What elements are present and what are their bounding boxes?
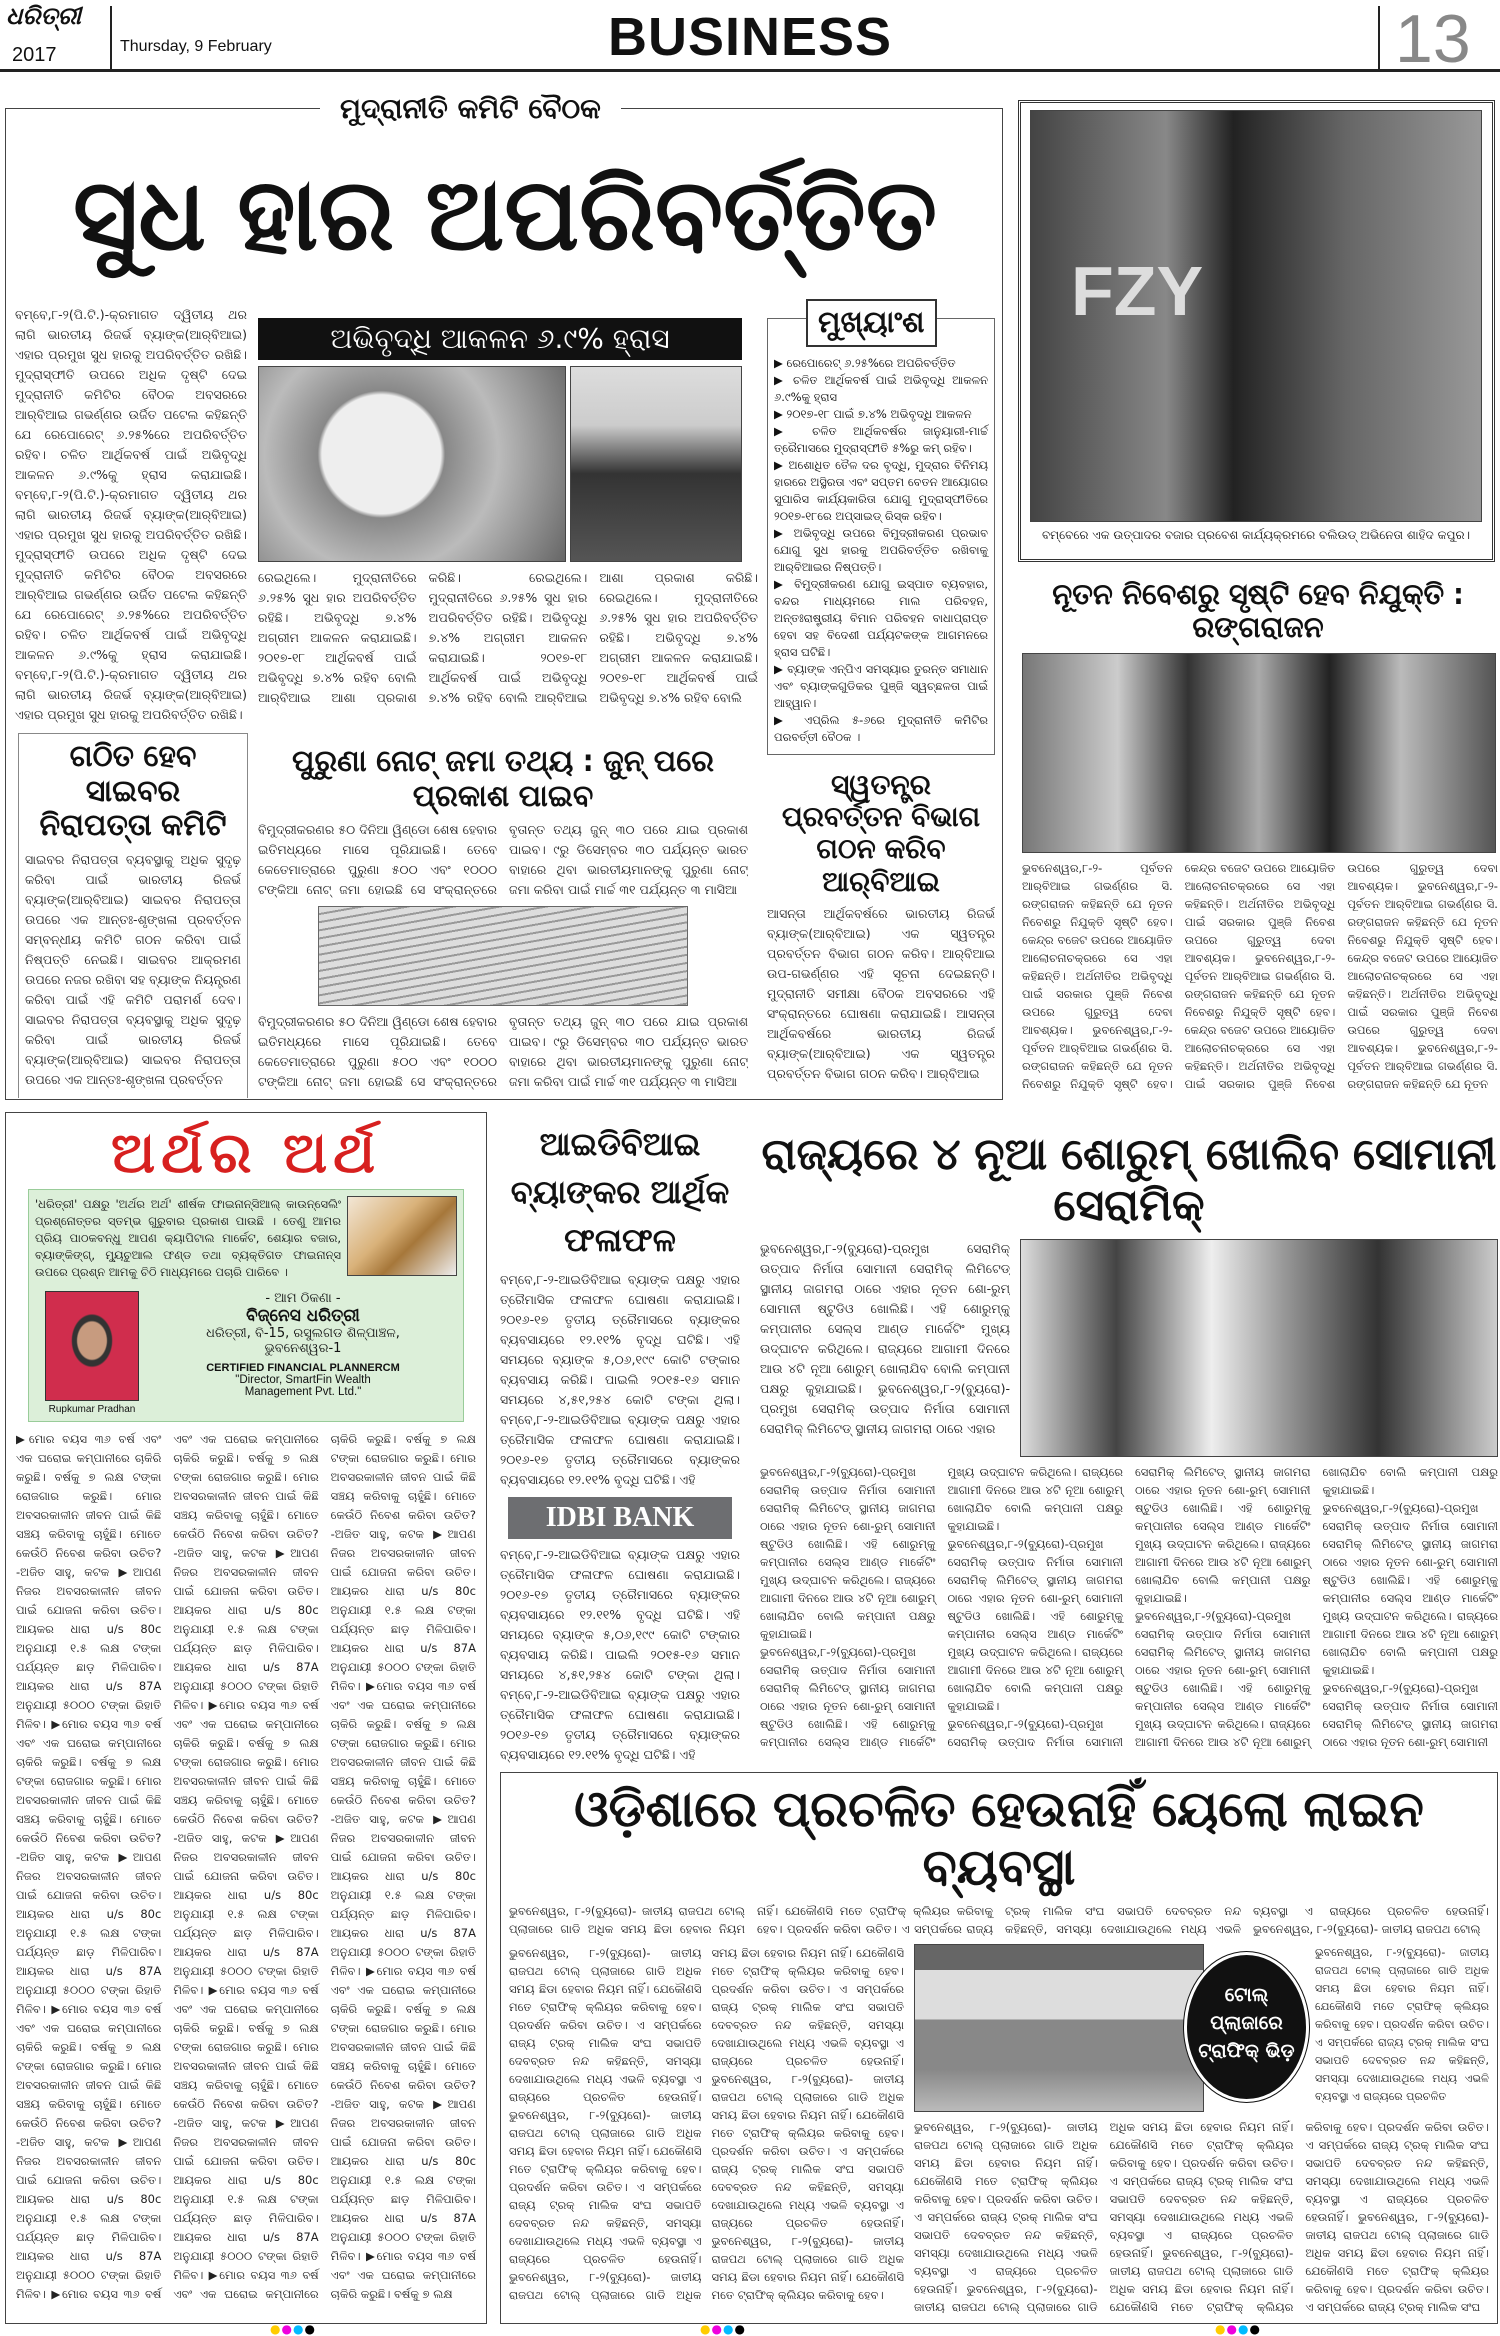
rangarajan-headline: ନୂତନ ନିବେଶରୁ ସୃଷ୍ଟି ହେବ ନିଯୁକ୍ତି : ରଙ୍ଗରାଜନ: [1052, 577, 1464, 645]
divider: [110, 6, 112, 70]
address-line2: ଭୁବନେଶ୍ୱର-1: [264, 1341, 342, 1356]
enforcement-body: ଆସନ୍ତା ଆର୍ଥିକବର୍ଷରେ ଭାରତୀୟ ରିଜର୍ଭ ବ୍ୟାଙ୍କ(ଆର୍‌ବିଆଇ) ଏକ ସ୍ୱତନ୍ତ୍ର ପ୍ରବର୍ତ୍ତନ ବିଭାଗ ଗଠନ କରିବ। ଆର୍‌ବିଆଇ ଉପ-ଗଭର୍ଣ୍ଣର ଏହି ସୂଚନା ଦେଇଛନ୍ତି। ମୁଦ୍ରାନୀତି ସମୀକ୍ଷା ବୈଠକ ଅବସରରେ ଏହି ସଂକ୍ରାନ୍ତରେ ଘୋଷଣା କରାଯାଇଛି। ଆସନ୍ତା ଆର୍ଥିକବର୍ଷରେ ଭାରତୀୟ ରିଜର୍ଭ ବ୍ୟାଙ୍କ(ଆର୍‌ବିଆଇ) ଏକ ସ୍ୱତନ୍ତ୍ର ପ୍ରବର୍ତ୍ତନ ବିଭାଗ ଗଠନ କରିବ। ଆର୍‌ବିଆଇ: [767, 905, 995, 1081]
color-dots: ●●●●: [700, 2322, 746, 2336]
old-notes-story: [258, 745, 748, 1098]
artha-contact-row: [35, 1291, 457, 1415]
yellow-line-right: [914, 1944, 1489, 2315]
credential: CERTIFIED FINANCIAL PLANNERCM: [206, 1362, 400, 1374]
yellow-line-body-right: ଭୁବନେଶ୍ୱର, ୮-୨(ବ୍ୟୁରୋ)- ଜାତୀୟ ରାଜପଥ ଟୋଲ୍ ପ୍ଲାଜାରେ ଗାଡି ଅଧିକ ସମୟ ଛିଡା ହେବାର ନିୟମ ନାହିଁ। ଯେକୌଣସି ମତେ ଟ୍ରାଫିକ୍ କ୍ଲିୟର କରିବାକୁ ହେବ। ପ୍ରଦର୍ଶନ କରିବା ଉଚିତ। ଏ ସମ୍ପର୍କରେ ରାଜ୍ୟ ଟ୍ରକ୍ ମାଲିକ ସଂଘ ସଭାପତି ଦେବବ୍ରତ ନନ୍ଦ କହିଛନ୍ତି, ସମସ୍ୟା ଦେଖାଯାଉଥିଲେ ମଧ୍ୟ ଏଭଳି ବ୍ୟବସ୍ଥା ଏ ରାଜ୍ୟରେ ପ୍ରଚଳିତ: [1315, 1946, 1489, 2103]
artha-info-box: [28, 1189, 464, 1422]
artha-column: [5, 1112, 487, 2324]
yellow-line-body-left: ଭୁବନେଶ୍ୱର, ୮-୨(ବ୍ୟୁରୋ)- ଜାତୀୟ ରାଜପଥ ଟୋଲ୍ ପ୍ଲାଜାରେ ଗାଡି ଅଧିକ ସମୟ ଛିଡା ହେବାର ନିୟମ ନାହିଁ। ଯେକୌଣସି ମତେ ଟ୍ରାଫିକ୍ କ୍ଲିୟର କରିବାକୁ ହେବ। ପ୍ରଦର୍ଶନ କରିବା ଉଚିତ। ଏ ସମ୍ପର୍କରେ ରାଜ୍ୟ ଟ୍ରକ୍ ମାଲିକ ସଂଘ ସଭାପତି ଦେବବ୍ରତ ନନ୍ଦ କହିଛନ୍ତି, ସମସ୍ୟା ଦେଖାଯାଉଥିଲେ ମଧ୍ୟ ଏଭଳି ବ୍ୟବସ୍ଥା ଏ ରାଜ୍ୟରେ ପ୍ରଚଳିତ ହେଉନାହିଁ। ଭୁବନେଶ୍ୱର, ୮-୨(ବ୍ୟୁରୋ)- ଜାତୀୟ ରାଜପଥ ଟୋଲ୍ ପ୍ଲାଜାରେ ଗାଡି ଅଧିକ ସମୟ ଛିଡା ହେବାର ନିୟମ ନାହିଁ। ଯେକୌଣସି ମତେ ଟ୍ରାଫିକ୍ କ୍ଲିୟର କରିବାକୁ ହେବ। ପ୍ରଦର୍ଶନ କରିବା ଉଚିତ। ଏ ସମ୍ପର୍କରେ ରାଜ୍ୟ ଟ୍ରକ୍ ମାଲିକ ସଂଘ ସଭାପତି ଦେବବ୍ରତ ନନ୍ଦ କହିଛନ୍ତି, ସମସ୍ୟା ଦେଖାଯାଉଥିଲେ ମଧ୍ୟ ଏଭଳି ବ୍ୟବସ୍ଥା ଏ ରାଜ୍ୟରେ ପ୍ରଚଳିତ ହେଉନାହିଁ। ଭୁବନେଶ୍ୱର, ୮-୨(ବ୍ୟୁରୋ)- ଜାତୀୟ ରାଜପଥ ଟୋଲ୍ ପ୍ଲାଜାରେ ଗାଡି ଅଧିକ ସମୟ ଛିଡା ହେବାର ନିୟମ ନାହିଁ। ଯେକୌଣସି ମତେ ଟ୍ରାଫିକ୍ କ୍ଲିୟର କରିବାକୁ ହେବ। ପ୍ରଦର୍ଶନ କରିବା ଉଚିତ। ଏ ସମ୍ପର୍କରେ ରାଜ୍ୟ ଟ୍ରକ୍ ମାଲିକ ସଂଘ ସଭାପତି ଦେବବ୍ରତ ନନ୍ଦ କହିଛନ୍ତି, ସମସ୍ୟା ଦେଖାଯାଉଥିଲେ ମଧ୍ୟ ଏଭଳି ବ୍ୟବସ୍ଥା ଏ ରାଜ୍ୟରେ ପ୍ରଚଳିତ ହେଉନାହିଁ। ଭୁବନେଶ୍ୱର, ୮-୨(ବ୍ୟୁରୋ)- ଜାତୀୟ ରାଜପଥ ଟୋଲ୍ ପ୍ଲାଜାରେ ଗାଡି ଅଧିକ ସମୟ ଛିଡା ହେବାର ନିୟମ ନାହିଁ। ଯେକୌଣସି ମତେ ଟ୍ରାଫିକ୍ କ୍ଲିୟର କରିବାକୁ ହେବ। ପ୍ରଦର୍ଶନ କରିବା ଉଚିତ। ଏ ସମ୍ପର୍କରେ ରାଜ୍ୟ ଟ୍ରକ୍ ମାଲିକ ସଂଘ ସଭାପତି ଦେବବ୍ରତ ନନ୍ଦ କହିଛନ୍ତି, ସମସ୍ୟା ଦେଖାଯାଉଥିଲେ ମଧ୍ୟ ଏଭଳି ବ୍ୟବସ୍ଥା ଏ ରାଜ୍ୟରେ ପ୍ରଚଳିତ ହେଉନାହିଁ। ଭୁବନେଶ୍ୱର, ୮-୨(ବ୍ୟୁରୋ)- ଜାତୀୟ ରାଜପଥ ଟୋଲ୍ ପ୍ଲାଜାରେ ଗାଡି ଅଧିକ ସମୟ ଛିଡା ହେବାର ନିୟମ ନାହିଁ। ଯେକୌଣସି ମତେ ଟ୍ରାଫିକ୍ କ୍ଲିୟର କରିବାକୁ ହେବ।: [509, 1946, 904, 2302]
yellow-line-main: [509, 1944, 1489, 2315]
old-notes-body: ବିମୁଦ୍ରୀକରଣର ୫୦ ଦିନିଆ ୱିଣ୍ଡୋ ଶେଷ ହେବାର ଇତିମଧ୍ୟରେ ମାସେ ପୂରିଯାଇଛି। ତେବେ କେତେମାତ୍ରାରେ ପୁରୁଣା ୫୦୦ ଏବଂ ୧୦୦୦ ଟଙ୍କିଆ ନୋଟ୍ ଜମା ହୋଇଛି ସେ ସଂକ୍ରାନ୍ତରେ ବୃତାନ୍ତ ତଥ୍ୟ ଜୁନ୍ ୩୦ ପରେ ଯାଇ ପ୍ରକାଶ ପାଇବ। ୯ରୁ ଡିସେମ୍ବର ୩୦ ପର୍ଯ୍ୟନ୍ତ ଭାରତ ବାହାରେ ଥିବା ଭାରତୀୟମାନଙ୍କୁ ପୁରୁଣା ନୋଟ୍ ଜମା କରିବା ପାଇଁ ମାର୍ଚ୍ଚ ୩୧ ପର୍ଯ୍ୟନ୍ତ ୩ ମାସିଆ: [258, 822, 748, 897]
lead-body: ବମ୍ବେ,୮-୨(ପି.ଟି.)-କ୍ରମାଗତ ଦ୍ୱିତୀୟ ଥର ଲାଗି ଭାରତୀୟ ରିଜର୍ଭ ବ୍ୟାଙ୍କ(ଆର୍‌ବିଆଇ) ଏହାର ପ୍ରମୁଖ ସୁଧ ହାରକୁ ଅପରିବର୍ତ୍ତିତ ରଖିଛି। ମୁଦ୍ରାସ୍ଫୀତି ଉପରେ ଅଧିକ ଦୃଷ୍ଟି ଦେଇ ମୁଦ୍ରାନୀତି କମିଟିର ବୈଠକ ଅବସରରେ ଆର୍‌ବିଆଇ ଗଭର୍ଣ୍ଣର ଉର୍ଜିତ ପଟେଲ କହିଛନ୍ତି ଯେ ରେପୋରେଟ୍ ୬.୨୫%ରେ ଅପରିବର୍ତ୍ତିତ ରହିବ। ଚଳିତ ଆର୍ଥିକବର୍ଷ ପାଇଁ ଅଭିବୃଦ୍ଧି ଆକଳନ ୬.୯%କୁ ହ୍ରାସ କରାଯାଇଛି। ବମ୍ବେ,୮-୨(ପି.ଟି.)-କ୍ରମାଗତ ଦ୍ୱିତୀୟ ଥର ଲାଗି ଭାରତୀୟ ରିଜର୍ଭ ବ୍ୟାଙ୍କ(ଆର୍‌ବିଆଇ) ଏହାର ପ୍ରମୁଖ ସୁଧ ହାରକୁ ଅପରିବର୍ତ୍ତିତ ରଖିଛି। ମୁଦ୍ରାସ୍ଫୀତି ଉପରେ ଅଧିକ ଦୃଷ୍ଟି ଦେଇ ମୁଦ୍ରାନୀତି କମିଟିର ବୈଠକ ଅବସରରେ ଆର୍‌ବିଆଇ ଗଭର୍ଣ୍ଣର ଉର୍ଜିତ ପଟେଲ କହିଛନ୍ତି ଯେ ରେପୋରେଟ୍ ୬.୨୫%ରେ ଅପରିବର୍ତ୍ତିତ ରହିବ। ଚଳିତ ଆର୍ଥିକବର୍ଷ ପାଇଁ ଅଭିବୃଦ୍ଧି ଆକଳନ ୬.୯%କୁ ହ୍ରାସ କରାଯାଇଛି। ବମ୍ବେ,୮-୨(ପି.ଟି.)-କ୍ରମାଗତ ଦ୍ୱିତୀୟ ଥର ଲାଗି ଭାରତୀୟ ରିଜର୍ଭ ବ୍ୟାଙ୍କ(ଆର୍‌ବିଆଇ) ଏହାର ପ୍ରମୁଖ ସୁଧ ହାରକୁ ଅପରିବର୍ତ୍ତିତ ରଖିଛି।: [15, 307, 247, 722]
somani-body-continued: ଭୁବନେଶ୍ୱର,୮-୨(ବ୍ୟୁରୋ)-ପ୍ରମୁଖ ସେରାମିକ୍ ଉତ୍ପାଦ ନିର୍ମାତା ସୋମାନୀ ସେରାମିକ୍ ଲିମିଟେଡ୍ ସ୍ଥାନୀୟ ଜାଗମରା ଠାରେ ଏହାର ନୂତନ ଶୋ-ରୁମ୍ ସୋମାନୀ ଷ୍ଟୁଡିଓ ଖୋଲିଛି। ଏହି ଶୋରୁମ୍‌କୁ କମ୍ପାନୀର ସେଲ୍ସ ଆଣ୍ଡ ମାର୍କେଟିଂ ମୁଖ୍ୟ ଉଦ୍‌ଘାଟନ କରିଥିଲେ। ରାଜ୍ୟରେ ଆଗାମୀ ଦିନରେ ଆଉ ୪ଟି ନୂଆ ଶୋରୁମ୍ ଖୋଲାଯିବ ବୋଲି କମ୍ପାନୀ ପକ୍ଷରୁ କୁହାଯାଇଛି। ଭୁବନେଶ୍ୱର,୮-୨(ବ୍ୟୁରୋ)-ପ୍ରମୁଖ ସେରାମିକ୍ ଉତ୍ପାଦ ନିର୍ମାତା ସୋମାନୀ ସେରାମିକ୍ ଲିମିଟେଡ୍ ସ୍ଥାନୀୟ ଜାଗମରା ଠାରେ ଏହାର ନୂତନ ଶୋ-ରୁମ୍ ସୋମାନୀ ଷ୍ଟୁଡିଓ ଖୋଲିଛି। ଏହି ଶୋରୁମ୍‌କୁ କମ୍ପାନୀର ସେଲ୍ସ ଆଣ୍ଡ ମାର୍କେଟିଂ ମୁଖ୍ୟ ଉଦ୍‌ଘାଟନ କରିଥିଲେ। ରାଜ୍ୟରେ ଆଗାମୀ ଦିନରେ ଆଉ ୪ଟି ନୂଆ ଶୋରୁମ୍ ଖୋଲାଯିବ ବୋଲି କମ୍ପାନୀ ପକ୍ଷରୁ କୁହାଯାଇଛି। ଭୁବନେଶ୍ୱର,୮-୨(ବ୍ୟୁରୋ)-ପ୍ରମୁଖ ସେରାମିକ୍ ଉତ୍ପାଦ ନିର୍ମାତା ସୋମାନୀ ସେରାମିକ୍ ଲିମିଟେଡ୍ ସ୍ଥାନୀୟ ଜାଗମରା ଠାରେ ଏହାର ନୂତନ ଶୋ-ରୁମ୍ ସୋମାନୀ ଷ୍ଟୁଡିଓ ଖୋଲିଛି। ଏହି ଶୋରୁମ୍‌କୁ କମ୍ପାନୀର ସେଲ୍ସ ଆଣ୍ଡ ମାର୍କେଟିଂ ମୁଖ୍ୟ ଉଦ୍‌ଘାଟନ କରିଥିଲେ। ରାଜ୍ୟରେ ଆଗାମୀ ଦିନରେ ଆଉ ୪ଟି ନୂଆ ଶୋରୁମ୍ ଖୋଲାଯିବ ବୋଲି କମ୍ପାନୀ ପକ୍ଷରୁ କୁହାଯାଇଛି। ଭୁବନେଶ୍ୱର,୮-୨(ବ୍ୟୁରୋ)-ପ୍ରମୁଖ ସେରାମିକ୍ ଉତ୍ପାଦ ନିର୍ମାତା ସୋମାନୀ ସେରାମିକ୍ ଲିମିଟେଡ୍ ସ୍ଥାନୀୟ ଜାଗମରା ଠାରେ ଏହାର ନୂତନ ଶୋ-ରୁମ୍ ସୋମାନୀ ଷ୍ଟୁଡିଓ ଖୋଲିଛି। ଏହି ଶୋରୁମ୍‌କୁ କମ୍ପାନୀର ସେଲ୍ସ ଆଣ୍ଡ ମାର୍କେଟିଂ ମୁଖ୍ୟ ଉଦ୍‌ଘାଟନ କରିଥିଲେ। ରାଜ୍ୟରେ ଆଗାମୀ ଦିନରେ ଆଉ ୪ଟି ନୂଆ ଶୋରୁମ୍ ଖୋଲାଯିବ ବୋଲି କମ୍ପାନୀ ପକ୍ଷରୁ କୁହାଯାଇଛି। ଭୁବନେଶ୍ୱର,୮-୨(ବ୍ୟୁରୋ)-ପ୍ରମୁଖ ସେରାମିକ୍ ଉତ୍ପାଦ ନିର୍ମାତା ସୋମାନୀ ସେରାମିକ୍ ଲିମିଟେଡ୍ ସ୍ଥାନୀୟ ଜାଗମରା ଠାରେ ଏହାର ନୂତନ ଶୋ-ରୁମ୍ ସୋମାନୀ ଷ୍ଟୁଡିଓ ଖୋଲିଛି। ଏହି ଶୋରୁମ୍‌କୁ କମ୍ପାନୀର ସେଲ୍ସ ଆଣ୍ଡ ମାର୍କେଟିଂ ମୁଖ୍ୟ ଉଦ୍‌ଘାଟନ କରିଥିଲେ। ରାଜ୍ୟରେ ଆଗାମୀ ଦିନରେ ଆଉ ୪ଟି ନୂଆ ଶୋରୁମ୍ ଖୋଲାଯିବ ବୋଲି କମ୍ପାନୀ ପକ୍ଷରୁ କୁହାଯାଇଛି। ଭୁବନେଶ୍ୱର,୮-୨(ବ୍ୟୁରୋ)-ପ୍ରମୁଖ ସେରାମିକ୍ ଉତ୍ପାଦ ନିର୍ମାତା ସୋମାନୀ ସେରାମିକ୍ ଲିମିଟେଡ୍ ସ୍ଥାନୀୟ ଜାଗମରା ଠାରେ ଏହାର ନୂତନ ଶୋ-ରୁମ୍ ସୋମାନୀ ଷ୍ଟୁଡିଓ ଖୋଲିଛି। ଏହି ଶୋରୁମ୍‌କୁ କମ୍ପାନୀର ସେଲ୍ସ ଆଣ୍ଡ ମାର୍କେଟିଂ ମୁଖ୍ୟ ଉଦ୍‌ଘାଟନ କରିଥିଲେ। ରାଜ୍ୟରେ ଆଗାମୀ ଦିନରେ ଆଉ ୪ଟି ନୂଆ ଶୋରୁମ୍ ଖୋଲାଯିବ ବୋଲି କମ୍ପାନୀ ପକ୍ଷରୁ କୁହାଯାଇଛି। ଭୁବନେଶ୍ୱର,୮-୨(ବ୍ୟୁରୋ)-ପ୍ରମୁଖ ସେରାମିକ୍ ଉତ୍ପାଦ ନିର୍ମାତା ସୋମାନୀ ସେରାମିକ୍ ଲିମିଟେଡ୍ ସ୍ଥାନୀୟ ଜାଗମରା ଠାରେ ଏହାର ନୂତନ ଶୋ-ରୁମ୍ ସୋମାନୀ: [760, 1465, 1498, 1750]
artha-title: ଅର୍ଥର ଅର୍ଥ: [110, 1121, 382, 1186]
divider: [1378, 6, 1380, 70]
rangarajan-body: ଭୁବନେଶ୍ୱର,୮-୨- ପୂର୍ବତନ ଆର୍‌ବିଆଇ ଗଭର୍ଣ୍ଣର ସି. ରଙ୍ଗରାଜନ କହିଛନ୍ତି ଯେ ନୂତନ ନିବେଶରୁ ନିଯୁକ୍ତି ସୃଷ୍ଟି ହେବ। କେନ୍ଦ୍ର ବଜେଟ ଉପରେ ଆୟୋଜିତ ଆଲୋଚନାଚକ୍ରରେ ସେ ଏହା କହିଛନ୍ତି। ଅର୍ଥନୀତିର ଅଭିବୃଦ୍ଧି ପାଇଁ ସରକାର ପୁଞ୍ଜି ନିବେଶ ଉପରେ ଗୁରୁତ୍ୱ ଦେବା ଆବଶ୍ୟକ। ଭୁବନେଶ୍ୱର,୮-୨- ପୂର୍ବତନ ଆର୍‌ବିଆଇ ଗଭର୍ଣ୍ଣର ସି. ରଙ୍ଗରାଜନ କହିଛନ୍ତି ଯେ ନୂତନ ନିବେଶରୁ ନିଯୁକ୍ତି ସୃଷ୍ଟି ହେବ। କେନ୍ଦ୍ର ବଜେଟ ଉପରେ ଆୟୋଜିତ ଆଲୋଚନାଚକ୍ରରେ ସେ ଏହା କହିଛନ୍ତି। ଅର୍ଥନୀତିର ଅଭିବୃଦ୍ଧି ପାଇଁ ସରକାର ପୁଞ୍ଜି ନିବେଶ ଉପରେ ଗୁରୁତ୍ୱ ଦେବା ଆବଶ୍ୟକ। ଭୁବନେଶ୍ୱର,୮-୨- ପୂର୍ବତନ ଆର୍‌ବିଆଇ ଗଭର୍ଣ୍ଣର ସି. ରଙ୍ଗରାଜନ କହିଛନ୍ତି ଯେ ନୂତନ ନିବେଶରୁ ନିଯୁକ୍ତି ସୃଷ୍ଟି ହେବ। କେନ୍ଦ୍ର ବଜେଟ ଉପରେ ଆୟୋଜିତ ଆଲୋଚନାଚକ୍ରରେ ସେ ଏହା କହିଛନ୍ତି। ଅର୍ଥନୀତିର ଅଭିବୃଦ୍ଧି ପାଇଁ ସରକାର ପୁଞ୍ଜି ନିବେଶ ଉପରେ ଗୁରୁତ୍ୱ ଦେବା ଆବଶ୍ୟକ। ଭୁବନେଶ୍ୱର,୮-୨- ପୂର୍ବତନ ଆର୍‌ବିଆଇ ଗଭର୍ଣ୍ଣର ସି. ରଙ୍ଗରାଜନ କହିଛନ୍ତି ଯେ ନୂତନ ନିବେଶରୁ ନିଯୁକ୍ତି ସୃଷ୍ଟି ହେବ। କେନ୍ଦ୍ର ବଜେଟ ଉପରେ ଆୟୋଜିତ ଆଲୋଚନାଚକ୍ରରେ ସେ ଏହା କହିଛନ୍ତି। ଅର୍ଥନୀତିର ଅଭିବୃଦ୍ଧି ପାଇଁ ସରକାର ପୁଞ୍ଜି ନିବେଶ ଉପରେ ଗୁରୁତ୍ୱ ଦେବା ଆବଶ୍ୟକ। ଭୁବନେଶ୍ୱର,୮-୨- ପୂର୍ବତନ ଆର୍‌ବିଆଇ ଗଭର୍ଣ୍ଣର ସି. ରଙ୍ଗରାଜନ କହିଛନ୍ତି ଯେ ନୂତନ: [1022, 860, 1498, 1091]
highlights-title: ମୁଖ୍ୟାଂଶ: [806, 299, 937, 347]
old-notes-headline: ପୁରୁଣା ନୋଟ୍ ଜମା ତଥ୍ୟ : ଜୁନ୍ ପରେ ପ୍ରକାଶ ପାଇବ: [292, 744, 714, 814]
artha-qa-body: ▶ମୋର ବୟସ ୩୬ ବର୍ଷ ଏବଂ ଏକ ଘରୋଇ କମ୍ପାନୀରେ ଚାକିରି କରୁଛି। ବର୍ଷକୁ ୭ ଲକ୍ଷ ଟଙ୍କା ରୋଜଗାର କରୁଛି। ମୋର ଅବସରକାଳୀନ ଜୀବନ ପାଇଁ କିଛି ସଞ୍ଚୟ କରିବାକୁ ଚାହୁଁଛି। ମୋତେ କେଉଁଠି ନିବେଶ କରିବା ଉଚିତ? -ଅଜିତ ସାହୁ, କଟକ ▶ଆପଣ ନିଜର ଅବସରକାଳୀନ ଜୀବନ ପାଇଁ ଯୋଜନା କରିବା ଉଚିତ। ଆୟକର ଧାରା u/s 80c ଅନୁଯାୟୀ ୧.୫ ଲକ୍ଷ ଟଙ୍କା ପର୍ଯ୍ୟନ୍ତ ଛାଡ଼ ମିଳିପାରିବ। ଆୟକର ଧାରା u/s 87A ଅନୁଯାୟୀ ୫୦୦୦ ଟଙ୍କା ରିହାତି ମିଳିବ। ▶ମୋର ବୟସ ୩୬ ବର୍ଷ ଏବଂ ଏକ ଘରୋଇ କମ୍ପାନୀରେ ଚାକିରି କରୁଛି। ବର୍ଷକୁ ୭ ଲକ୍ଷ ଟଙ୍କା ରୋଜଗାର କରୁଛି। ମୋର ଅବସରକାଳୀନ ଜୀବନ ପାଇଁ କିଛି ସଞ୍ଚୟ କରିବାକୁ ଚାହୁଁଛି। ମୋତେ କେଉଁଠି ନିବେଶ କରିବା ଉଚିତ? -ଅଜିତ ସାହୁ, କଟକ ▶ଆପଣ ନିଜର ଅବସରକାଳୀନ ଜୀବନ ପାଇଁ ଯୋଜନା କରିବା ଉଚିତ। ଆୟକର ଧାରା u/s 80c ଅନୁଯାୟୀ ୧.୫ ଲକ୍ଷ ଟଙ୍କା ପର୍ଯ୍ୟନ୍ତ ଛାଡ଼ ମିଳିପାରିବ। ଆୟକର ଧାରା u/s 87A ଅନୁଯାୟୀ ୫୦୦୦ ଟଙ୍କା ରିହାତି ମିଳିବ। ▶ମୋର ବୟସ ୩୬ ବର୍ଷ ଏବଂ ଏକ ଘରୋଇ କମ୍ପାନୀରେ ଚାକିରି କରୁଛି। ବର୍ଷକୁ ୭ ଲକ୍ଷ ଟଙ୍କା ରୋଜଗାର କରୁଛି। ମୋର ଅବସରକାଳୀନ ଜୀବନ ପାଇଁ କିଛି ସଞ୍ଚୟ କରିବାକୁ ଚାହୁଁଛି। ମୋତେ କେଉଁଠି ନିବେଶ କରିବା ଉଚିତ? -ଅଜିତ ସାହୁ, କଟକ ▶ଆପଣ ନିଜର ଅବସରକାଳୀନ ଜୀବନ ପାଇଁ ଯୋଜନା କରିବା ଉଚିତ। ଆୟକର ଧାରା u/s 80c ଅନୁଯାୟୀ ୧.୫ ଲକ୍ଷ ଟଙ୍କା ପର୍ଯ୍ୟନ୍ତ ଛାଡ଼ ମିଳିପାରିବ। ଆୟକର ଧାରା u/s 87A ଅନୁଯାୟୀ ୫୦୦୦ ଟଙ୍କା ରିହାତି ମିଳିବ। ▶ମୋର ବୟସ ୩୬ ବର୍ଷ ଏବଂ ଏକ ଘରୋଇ କମ୍ପାନୀରେ ଚାକିରି କରୁଛି। ବର୍ଷକୁ ୭ ଲକ୍ଷ ଟଙ୍କା ରୋଜଗାର କରୁଛି। ମୋର ଅବସରକାଳୀନ ଜୀବନ ପାଇଁ କିଛି ସଞ୍ଚୟ କରିବାକୁ ଚାହୁଁଛି। ମୋତେ କେଉଁଠି ନିବେଶ କରିବା ଉଚିତ? -ଅଜିତ ସାହୁ, କଟକ ▶ଆପଣ ନିଜର ଅବସରକାଳୀନ ଜୀବନ ପାଇଁ ଯୋଜନା କରିବା ଉଚିତ। ଆୟକର ଧାରା u/s 80c ଅନୁଯାୟୀ ୧.୫ ଲକ୍ଷ ଟଙ୍କା ପର୍ଯ୍ୟନ୍ତ ଛାଡ଼ ମିଳିପାରିବ। ଆୟକର ଧାରା u/s 87A ଅନୁଯାୟୀ ୫୦୦୦ ଟଙ୍କା ରିହାତି ମିଳିବ। ▶ମୋର ବୟସ ୩୬ ବର୍ଷ ଏବଂ ଏକ ଘରୋଇ କମ୍ପାନୀରେ ଚାକିରି କରୁଛି। ବର୍ଷକୁ ୭ ଲକ୍ଷ ଟଙ୍କା ରୋଜଗାର କରୁଛି। ମୋର ଅବସରକାଳୀନ ଜୀବନ ପାଇଁ କିଛି ସଞ୍ଚୟ କରିବାକୁ ଚାହୁଁଛି। ମୋତେ କେଉଁଠି ନିବେଶ କରିବା ଉଚିତ? -ଅଜିତ ସାହୁ, କଟକ ▶ଆପଣ ନିଜର ଅବସରକାଳୀନ ଜୀବନ ପାଇଁ ଯୋଜନା କରିବା ଉଚିତ। ଆୟକର ଧାରା u/s 80c ଅନୁଯାୟୀ ୧.୫ ଲକ୍ଷ ଟଙ୍କା ପର୍ଯ୍ୟନ୍ତ ଛାଡ଼ ମିଳିପାରିବ। ଆୟକର ଧାରା u/s 87A ଅନୁଯାୟୀ ୫୦୦୦ ଟଙ୍କା ରିହାତି ମିଳିବ। ▶ମୋର ବୟସ ୩୬ ବର୍ଷ ଏବଂ ଏକ ଘରୋଇ କମ୍ପାନୀରେ ଚାକିରି କରୁଛି। ବର୍ଷକୁ ୭ ଲକ୍ଷ ଟଙ୍କା ରୋଜଗାର କରୁଛି। ମୋର ଅବସରକାଳୀନ ଜୀବନ ପାଇଁ କିଛି ସଞ୍ଚୟ କରିବାକୁ ଚାହୁଁଛି। ମୋତେ କେଉଁଠି ନିବେଶ କରିବା ଉଚିତ? -ଅଜିତ ସାହୁ, କଟକ ▶ଆପଣ ନିଜର ଅବସରକାଳୀନ ଜୀବନ ପାଇଁ ଯୋଜନା କରିବା ଉଚିତ। ଆୟକର ଧାରା u/s 80c ଅନୁଯାୟୀ ୧.୫ ଲକ୍ଷ ଟଙ୍କା ପର୍ଯ୍ୟନ୍ତ ଛାଡ଼ ମିଳିପାରିବ। ଆୟକର ଧାରା u/s 87A ଅନୁଯାୟୀ ୫୦୦୦ ଟଙ୍କା ରିହାତି ମିଳିବ। ▶ମୋର ବୟସ ୩୬ ବର୍ଷ ଏବଂ ଏକ ଘରୋଇ କମ୍ପାନୀରେ ଚାକିରି କରୁଛି। ବର୍ଷକୁ ୭ ଲକ୍ଷ ଟଙ୍କା ରୋଜଗାର କରୁଛି। ମୋର ଅବସରକାଳୀନ ଜୀବନ ପାଇଁ କିଛି ସଞ୍ଚୟ କରିବାକୁ ଚାହୁଁଛି। ମୋତେ କେଉଁଠି ନିବେଶ କରିବା ଉଚିତ? -ଅଜିତ ସାହୁ, କଟକ ▶ଆପଣ ନିଜର ଅବସରକାଳୀନ ଜୀବନ ପାଇଁ ଯୋଜନା କରିବା ଉଚିତ। ଆୟକର ଧାରା u/s 80c ଅନୁଯାୟୀ ୧.୫ ଲକ୍ଷ ଟଙ୍କା ପର୍ଯ୍ୟନ୍ତ ଛାଡ଼ ମିଳିପାରିବ। ଆୟକର ଧାରା u/s 87A ଅନୁଯାୟୀ ୫୦୦୦ ଟଙ୍କା ରିହାତି ମିଳିବ। ▶ମୋର ବୟସ ୩୬ ବର୍ଷ ଏବଂ ଏକ ଘରୋଇ କମ୍ପାନୀରେ ଚାକିରି କରୁଛି। ବର୍ଷକୁ ୭ ଲକ୍ଷ ଟଙ୍କା ରୋଜଗାର କରୁଛି। ମୋର ଅବସରକାଳୀନ ଜୀବନ ପାଇଁ କିଛି ସଞ୍ଚୟ କରିବାକୁ ଚାହୁଁଛି। ମୋତେ କେଉଁଠି ନିବେଶ କରିବା ଉଚିତ? -ଅଜିତ ସାହୁ, କଟକ ▶ଆପଣ ନିଜର ଅବସରକାଳୀନ ଜୀବନ ପାଇଁ ଯୋଜନା କରିବା ଉଚିତ। ଆୟକର ଧାରା u/s 80c ଅନୁଯାୟୀ ୧.୫ ଲକ୍ଷ ଟଙ୍କା ପର୍ଯ୍ୟନ୍ତ ଛାଡ଼ ମିଳିପାରିବ। ଆୟକର ଧାରା u/s 87A ଅନୁଯାୟୀ ୫୦୦୦ ଟଙ୍କା ରିହାତି ମିଳିବ। ▶ମୋର ବୟସ ୩୬ ବର୍ଷ ଏବଂ ଏକ ଘରୋଇ କମ୍ପାନୀରେ ଚାକିରି କରୁଛି। ବର୍ଷକୁ ୭ ଲକ୍ଷ ଟଙ୍କା ରୋଜଗାର କରୁଛି। ମୋର ଅବସରକାଳୀନ ଜୀବନ ପାଇଁ କିଛି ସଞ୍ଚୟ କରିବାକୁ ଚାହୁଁଛି। ମୋତେ କେଉଁଠି ନିବେଶ କରିବା ଉଚିତ? -ଅଜିତ ସାହୁ, କଟକ ▶ଆପଣ ନିଜର ଅବସରକାଳୀନ ଜୀବନ ପାଇଁ ଯୋଜନା କରିବା ଉଚିତ। ଆୟକର ଧାରା u/s 80c ଅନୁଯାୟୀ ୧.୫ ଲକ୍ଷ ଟଙ୍କା ପର୍ଯ୍ୟନ୍ତ ଛାଡ଼ ମିଳିପାରିବ। ଆୟକର ଧାରା u/s 87A ଅନୁଯାୟୀ ୫୦୦୦ ଟଙ୍କା ରିହାତି ମିଳିବ। ▶ମୋର ବୟସ ୩୬ ବର୍ଷ ଏବଂ ଏକ ଘରୋଇ କମ୍ପାନୀରେ ଚାକିରି କରୁଛି। ବର୍ଷକୁ ୭ ଲକ୍ଷ: [16, 1432, 476, 2301]
newspaper-logo: ଧରିତ୍ରୀ: [6, 2, 81, 30]
idbi-body-continued: ବମ୍ବେ,୮-୨-ଆଇଡିବିଆଇ ବ୍ୟାଙ୍କ ପକ୍ଷରୁ ଏହାର ତ୍ରୈମାସିକ ଫଳାଫଳ ଘୋଷଣା କରାଯାଇଛି। ୨୦୧୬-୧୭ ତୃତୀୟ ତ୍ରୈମାସରେ ବ୍ୟାଙ୍କର ବ୍ୟବସାୟରେ ୧୨.୧୧% ବୃଦ୍ଧି ଘଟିଛି। ଏହି ସମୟରେ ବ୍ୟାଙ୍କ ୫,୦୬,୧୯୯ କୋଟି ଟଙ୍କାର ବ୍ୟବସାୟ କରିଛି। ପାଇଲି ୨୦୧୫-୧୬ ସମାନ ସମୟରେ ୪,୫୧,୨୫୪ କୋଟି ଟଙ୍କା ଥିଲା। ବମ୍ବେ,୮-୨-ଆଇଡିବିଆଇ ବ୍ୟାଙ୍କ ପକ୍ଷରୁ ଏହାର ତ୍ରୈମାସିକ ଫଳାଫଳ ଘୋଷଣା କରାଯାଇଛି। ୨୦୧୬-୧୭ ତୃତୀୟ ତ୍ରୈମାସରେ ବ୍ୟାଙ୍କର ବ୍ୟବସାୟରେ ୧୨.୧୧% ବୃଦ୍ଧି ଘଟିଛି। ଏହି: [500, 1546, 740, 1762]
address-name: ବିଜ୍‌ନେସ ଧରିତ୍ରୀ: [246, 1306, 360, 1326]
lead-headline: ସୁଧ ହାର ଅପରିବର୍ତ୍ତିତ: [73, 156, 937, 273]
highlight-item: ▶ ରେପୋରେଟ୍ ୬.୨୫%ରେ ଅପରିବର୍ତ୍ତିତ: [774, 356, 956, 370]
idbi-body: ବମ୍ବେ,୮-୨-ଆଇଡିବିଆଇ ବ୍ୟାଙ୍କ ପକ୍ଷରୁ ଏହାର ତ୍ରୈମାସିକ ଫଳାଫଳ ଘୋଷଣା କରାଯାଇଛି। ୨୦୧୬-୧୭ ତୃତୀୟ ତ୍ରୈମାସରେ ବ୍ୟାଙ୍କର ବ୍ୟବସାୟରେ ୧୨.୧୧% ବୃଦ୍ଧି ଘଟିଛି। ଏହି ସମୟରେ ବ୍ୟାଙ୍କ ୫,୦୬,୧୯୯ କୋଟି ଟଙ୍କାର ବ୍ୟବସାୟ କରିଛି। ପାଇଲି ୨୦୧୫-୧୬ ସମାନ ସମୟରେ ୪,୫୧,୨୫୪ କୋଟି ଟଙ୍କା ଥିଲା। ବମ୍ବେ,୮-୨-ଆଇଡିବିଆଇ ବ୍ୟାଙ୍କ ପକ୍ଷରୁ ଏହାର ତ୍ରୈମାସିକ ଫଳାଫଳ ଘୋଷଣା କରାଯାଇଛି। ୨୦୧୬-୧୭ ତୃତୀୟ ତ୍ରୈମାସରେ ବ୍ୟାଙ୍କର ବ୍ୟବସାୟରେ ୧୨.୧୧% ବୃଦ୍ଧି ଘଟିଛି। ଏହି: [500, 1272, 740, 1487]
color-dots: ●●●●: [270, 2322, 316, 2336]
cyber-story: [18, 733, 248, 1098]
highlights-box: [767, 305, 995, 755]
rangarajan-story: [1018, 578, 1498, 1098]
highlight-item: ▶ ଅଭିବୃଦ୍ଧି ଉପରେ ବିମୁଦ୍ରୀକରଣ ପ୍ରଭାବ ଯୋଗୁ ସୁଧ ହାରକୁ ଅପରିବର୍ତ୍ତିତ ରଖିବାକୁ ଆର୍‌ବିଆଇର ନିଷ୍ପତ୍ତି।: [774, 526, 988, 574]
toll-plaza-badge-text: ଟୋଲ୍ ପ୍ଲାଜାରେ ଟ୍ରାଫିକ୍ ଭିଡ଼: [1198, 1984, 1295, 2062]
yellow-line-story: [500, 1772, 1498, 2324]
shahid-kapoor-photo: [1030, 110, 1482, 522]
idbi-headline: ଆଇଡିବିଆଇ ବ୍ୟାଙ୍କର ଆର୍ଥିକ ଫଳାଫଳ: [510, 1125, 730, 1259]
budget-event-photo: [1022, 653, 1496, 853]
address-line1: ଧରିତ୍ରୀ, ବି-15, ରସୁଲଗଡ ଶିଳ୍ପାଞ୍ଚଳ,: [206, 1326, 400, 1341]
planner-name: Rupkumar Pradhan: [48, 1404, 136, 1415]
section-title: BUSINESS: [607, 7, 893, 67]
cyber-headline: ଗଠିତ ହେବ ସାଇବର ନିରାପତ୍ତା କମିଟି: [39, 739, 227, 843]
yellow-line-headline: ଓଡ଼ିଶାରେ ପ୍ରଚଳିତ ହେଉନାହିଁ ୟେଲୋ ଲାଇନ ବ୍ୟବସ୍ଥା: [574, 1780, 1424, 1896]
address-block: [149, 1291, 457, 1398]
role-line1: "Director, SmartFin Wealth: [235, 1374, 371, 1386]
artha-intro: 'ଧରିତ୍ରୀ' ପକ୍ଷରୁ 'ଅର୍ଥର ଅର୍ଥ' ଶୀର୍ଷକ ଫାଇନାନ୍ସିଆଲ୍ କାଉନ୍‌ସେଲିଂ ପ୍ରଶ୍ନୋତ୍ତର ସ୍ତମ୍ଭ ଗୁରୁବାର ପ୍ରକାଶ ପାଉଛି । ତେଣୁ ଆମର ପ୍ରିୟ ପାଠକବନ୍ଧୁ ଆପଣ କ୍ୟାପିଟାଲ ମାର୍କେଟ, ଶେୟାର ବଜାର, ବ୍ୟାଙ୍କିଙ୍ଗ୍, ମ୍ୟୁଚୁଆଲ ଫଣ୍ଡ ତଥା ବ୍ୟକ୍ତିଗତ ଫାଇନାନ୍ସ ଉପରେ ପ୍ରଶ୍ନ ଆମକୁ ଚିଠି ମାଧ୍ୟମରେ ପଚାରି ପାରିବେ ।: [35, 1197, 341, 1279]
lead-kicker: ମୁଦ୍ରାନୀତି କମିଟି ବୈଠକ: [320, 92, 621, 126]
address-label: - ଆମ ଠିକଣା -: [265, 1291, 341, 1306]
planner-card: [35, 1291, 149, 1415]
yellow-line-photo-row: [914, 1944, 1489, 2112]
highlight-item: ▶ ବ୍ୟାଙ୍କ ଏନ୍‌ପିଏ ସମସ୍ୟାର ତୁରନ୍ତ ସମାଧାନ ଏବଂ ବ୍ୟାଙ୍କଗୁଡିକର ପୁଞ୍ଜି ସ୍ୱଚ୍ଛଳତା ପାଇଁ ଆହ୍ୱାନ।: [774, 662, 988, 710]
somani-body: ଭୁବନେଶ୍ୱର,୮-୨(ବ୍ୟୁରୋ)-ପ୍ରମୁଖ ସେରାମିକ୍ ଉତ୍ପାଦ ନିର୍ମାତା ସୋମାନୀ ସେରାମିକ୍ ଲିମିଟେଡ୍ ସ୍ଥାନୀୟ ଜାଗମରା ଠାରେ ଏହାର ନୂତନ ଶୋ-ରୁମ୍ ସୋମାନୀ ଷ୍ଟୁଡିଓ ଖୋଲିଛି। ଏହି ଶୋରୁମ୍‌କୁ କମ୍ପାନୀର ସେଲ୍ସ ଆଣ୍ଡ ମାର୍କେଟିଂ ମୁଖ୍ୟ ଉଦ୍‌ଘାଟନ କରିଥିଲେ। ରାଜ୍ୟରେ ଆଗାମୀ ଦିନରେ ଆଉ ୪ଟି ନୂଆ ଶୋରୁମ୍ ଖୋଲାଯିବ ବୋଲି କମ୍ପାନୀ ପକ୍ଷରୁ କୁହାଯାଇଛି। ଭୁବନେଶ୍ୱର,୮-୨(ବ୍ୟୁରୋ)-ପ୍ରମୁଖ ସେରାମିକ୍ ଉତ୍ପାଦ ନିର୍ମାତା ସୋମାନୀ ସେରାମିକ୍ ଲିମିଟେଡ୍ ସ୍ଥାନୀୟ ଜାଗମରା ଠାରେ ଏହାର: [760, 1241, 1010, 1437]
enforcement-headline: ସ୍ୱତନ୍ତ୍ର ପ୍ରବର୍ତ୍ତନ ବିଭାଗ ଗଠନ କରିବ ଆର୍‌ବିଆଇ: [781, 768, 981, 898]
color-dots: ●●●●: [1215, 2322, 1261, 2336]
somani-story: [760, 1130, 1498, 1765]
artha-intro-row: [35, 1196, 457, 1281]
showroom-inauguration-photo: [1020, 1239, 1498, 1457]
toll-plaza-photo: [914, 1944, 1204, 2112]
highlights-enforcement-column: [767, 298, 995, 1098]
masthead: [0, 0, 1500, 77]
old-notes-body-continued: ବିମୁଦ୍ରୀକରଣର ୫୦ ଦିନିଆ ୱିଣ୍ଡୋ ଶେଷ ହେବାର ଇତିମଧ୍ୟରେ ମାସେ ପୂରିଯାଇଛି। ତେବେ କେତେମାତ୍ରାରେ ପୁରୁଣା ୫୦୦ ଏବଂ ୧୦୦୦ ଟଙ୍କିଆ ନୋଟ୍ ଜମା ହୋଇଛି ସେ ସଂକ୍ରାନ୍ତରେ ବୃତାନ୍ତ ତଥ୍ୟ ଜୁନ୍ ୩୦ ପରେ ଯାଇ ପ୍ରକାଶ ପାଇବ। ୯ରୁ ଡିସେମ୍ବର ୩୦ ପର୍ଯ୍ୟନ୍ତ ଭାରତ ବାହାରେ ଥିବା ଭାରତୀୟମାନଙ୍କୁ ପୁରୁଣା ନୋଟ୍ ଜମା କରିବା ପାଇଁ ମାର୍ଚ୍ଚ ୩୧ ପର୍ଯ୍ୟନ୍ତ ୩ ମାସିଆ: [258, 1014, 748, 1089]
rbi-building-photo: [258, 366, 566, 562]
rbi-governor-photo: [570, 366, 742, 562]
date: Thursday, 9 February: [120, 38, 272, 55]
toll-plaza-badge: [1184, 1952, 1309, 2102]
brand-sign: FZY: [1071, 252, 1204, 330]
lead-body-continued: ରେଇଥିଲେ। ମୁଦ୍ରାନୀତିରେ ୬.୨୫% ସୁଧ ହାର ଅପରିବର୍ତ୍ତିତ ରହିଛି। ଅଭିବୃଦ୍ଧି ୭.୪% ଅଗ୍ରୀମ ଆକଳନ କରାଯାଇଛି। ୨୦୧୭-୧୮ ଆର୍ଥିକବର୍ଷ ପାଇଁ ଅଭିବୃଦ୍ଧି ୭.୪% ରହିବ ବୋଲି ଆର୍‌ବିଆଇ ଆଶା ପ୍ରକାଶ କରିଛି। ରେଇଥିଲେ। ମୁଦ୍ରାନୀତିରେ ୬.୨୫% ସୁଧ ହାର ଅପରିବର୍ତ୍ତିତ ରହିଛି। ଅଭିବୃଦ୍ଧି ୭.୪% ଅଗ୍ରୀମ ଆକଳନ କରାଯାଇଛି। ୨୦୧୭-୧୮ ଆର୍ଥିକବର୍ଷ ପାଇଁ ଅଭିବୃଦ୍ଧି ୭.୪% ରହିବ ବୋଲି ଆର୍‌ବିଆଇ ଆଶା ପ୍ରକାଶ କରିଛି। ରେଇଥିଲେ। ମୁଦ୍ରାନୀତିରେ ୬.୨୫% ସୁଧ ହାର ଅପରିବର୍ତ୍ତିତ ରହିଛି। ଅଭିବୃଦ୍ଧି ୭.୪% ଅଗ୍ରୀମ ଆକଳନ କରାଯାଇଛି। ୨୦୧୭-୧୮ ଆର୍ଥିକବର୍ଷ ପାଇଁ ଅଭିବୃଦ୍ଧି ୭.୪% ରହିବ ବୋଲି: [258, 570, 758, 705]
highlight-item: ▶ ଚଳିତ ଆର୍ଥିକବର୍ଷର ଜାନୁୟାରୀ-ମାର୍ଚ୍ଚ ତ୍ରୈମାସରେ ମୁଦ୍ରାସ୍ଫୀତି ୫%ରୁ କମ୍ ରହିବ।: [774, 424, 988, 455]
money-photo: [347, 1196, 457, 1276]
highlight-item: ▶ ବିମୁଦ୍ରୀକରଣ ଯୋଗୁ ଇସ୍ପାତ ବ୍ୟବହାର, ବନ୍ଦର ମାଧ୍ୟମରେ ମାଲ ପରିବହନ, ଅନ୍ତଃରାଷ୍ଟ୍ରୀୟ ବିମାନ ପରିବହନ ବାଧାପ୍ରାପ୍ତ ହେବା ସହ ବିଦେଶୀ ପର୍ଯ୍ୟଟକଙ୍କ ଆଗମନରେ ହ୍ରାସ ଘଟିଛି।: [774, 577, 988, 659]
planner-photo: [45, 1291, 139, 1401]
highlight-item: ▶ ଚଳିତ ଆର୍ଥିକବର୍ଷ ପାଇଁ ଅଭିବୃଦ୍ଧି ଆକଳନ ୬.୯%କୁ ହ୍ରାସ: [774, 373, 988, 404]
yellow-line-body-bottom: ଭୁବନେଶ୍ୱର, ୮-୨(ବ୍ୟୁରୋ)- ଜାତୀୟ ରାଜପଥ ଟୋଲ୍ ପ୍ଲାଜାରେ ଗାଡି ଅଧିକ ସମୟ ଛିଡା ହେବାର ନିୟମ ନାହିଁ। ଯେକୌଣସି ମତେ ଟ୍ରାଫିକ୍ କ୍ଲିୟର କରିବାକୁ ହେବ। ପ୍ରଦର୍ଶନ କରିବା ଉଚିତ। ଏ ସମ୍ପର୍କରେ ରାଜ୍ୟ ଟ୍ରକ୍ ମାଲିକ ସଂଘ ସଭାପତି ଦେବବ୍ରତ ନନ୍ଦ କହିଛନ୍ତି, ସମସ୍ୟା ଦେଖାଯାଉଥିଲେ ମଧ୍ୟ ଏଭଳି ବ୍ୟବସ୍ଥା ଏ ରାଜ୍ୟରେ ପ୍ରଚଳିତ ହେଉନାହିଁ। ଭୁବନେଶ୍ୱର, ୮-୨(ବ୍ୟୁରୋ)- ଜାତୀୟ ରାଜପଥ ଟୋଲ୍ ପ୍ଲାଜାରେ ଗାଡି ଅଧିକ ସମୟ ଛିଡା ହେବାର ନିୟମ ନାହିଁ। ଯେକୌଣସି ମତେ ଟ୍ରାଫିକ୍ କ୍ଲିୟର କରିବାକୁ ହେବ। ପ୍ରଦର୍ଶନ କରିବା ଉଚିତ। ଏ ସମ୍ପର୍କରେ ରାଜ୍ୟ ଟ୍ରକ୍ ମାଲିକ ସଂଘ ସଭାପତି ଦେବବ୍ରତ ନନ୍ଦ କହିଛନ୍ତି, ସମସ୍ୟା ଦେଖାଯାଉଥିଲେ ମଧ୍ୟ ଏଭଳି ବ୍ୟବସ୍ଥା ଏ ରାଜ୍ୟରେ ପ୍ରଚଳିତ ହେଉନାହିଁ। ଭୁବନେଶ୍ୱର, ୮-୨(ବ୍ୟୁରୋ)- ଜାତୀୟ ରାଜପଥ ଟୋଲ୍ ପ୍ଲାଜାରେ ଗାଡି ଅଧିକ ସମୟ ଛିଡା ହେବାର ନିୟମ ନାହିଁ। ଯେକୌଣସି ମତେ ଟ୍ରାଫିକ୍ କ୍ଲିୟର କରିବାକୁ ହେବ। ପ୍ରଦର୍ଶନ କରିବା ଉଚିତ। ଏ ସମ୍ପର୍କରେ ରାଜ୍ୟ ଟ୍ରକ୍ ମାଲିକ ସଂଘ ସଭାପତି ଦେବବ୍ରତ ନନ୍ଦ କହିଛନ୍ତି, ସମସ୍ୟା ଦେଖାଯାଉଥିଲେ ମଧ୍ୟ ଏଭଳି ବ୍ୟବସ୍ଥା ଏ ରାଜ୍ୟରେ ପ୍ରଚଳିତ ହେଉନାହିଁ। ଭୁବନେଶ୍ୱର, ୮-୨(ବ୍ୟୁରୋ)- ଜାତୀୟ ରାଜପଥ ଟୋଲ୍ ପ୍ଲାଜାରେ ଗାଡି ଅଧିକ ସମୟ ଛିଡା ହେବାର ନିୟମ ନାହିଁ। ଯେକୌଣସି ମତେ ଟ୍ରାଫିକ୍ କ୍ଲିୟର କରିବାକୁ ହେବ। ପ୍ରଦର୍ଶନ କରିବା ଉଚିତ। ଏ ସମ୍ପର୍କରେ ରାଜ୍ୟ ଟ୍ରକ୍ ମାଲିକ ସଂଘ: [914, 2120, 1489, 2314]
shahid-caption: ବମ୍ବେରେ ଏକ ଉତ୍ପାଦର ବଜାର ପ୍ରବେଶ କାର୍ଯ୍ୟକ୍ରମରେ ବଲିଉଡ୍ ଅଭିନେତା ଶାହିଦ କପୁର।: [1042, 528, 1470, 542]
highlight-item: ▶ ଏପ୍ରିଲ ୫-୬ରେ ମୁଦ୍ରାନୀତି କମିଟିର ପରବର୍ତ୍ତୀ ବୈଠକ ।: [774, 713, 988, 744]
currency-notes-photo: [318, 906, 688, 1006]
highlight-item: ▶ ଅଶୋଧିତ ତୈଳ ଦର ବୃଦ୍ଧି, ମୁଦ୍ରାର ବିନିମୟ ହାରରେ ଅସ୍ଥିରତା ଏବଂ ସପ୍ତମ ବେତନ ଆୟୋଗର ସୁପାରିସ କାର୍ଯ୍ୟକାରିତା ଯୋଗୁ ମୁଦ୍ରାସ୍ଫୀତିରେ ୨୦୧୭-୧୮ରେ ଅପ୍‌ସାଇଡ୍ ରିସ୍କ ରହିବ।: [774, 458, 989, 523]
highlight-item: ▶ ୨୦୧୭-୧୮ ପାଇଁ ୭.୪% ଅଭିବୃଦ୍ଧି ଆକଳନ: [774, 407, 972, 421]
idbi-story: [500, 1120, 740, 1765]
registration-marks: [0, 2324, 1500, 2335]
somani-headline: ରାଜ୍ୟରେ ୪ ନୂଆ ଶୋରୁମ୍ ଖୋଲିବ ସୋମାନୀ ସେରାମିକ୍: [761, 1129, 1497, 1231]
idbi-logo-text: IDBI BANK: [545, 1501, 695, 1533]
somani-row: [760, 1239, 1498, 1457]
highlights-list: [774, 355, 988, 746]
cyber-body: ସାଇବର ନିରାପତ୍ତା ବ୍ୟବସ୍ଥାକୁ ଅଧିକ ସୁଦୃଢ଼ କରିବା ପାଇଁ ଭାରତୀୟ ରିଜର୍ଭ ବ୍ୟାଙ୍କ(ଆର୍‌ବିଆଇ) ସାଇବର ନିରାପତ୍ତା ଉପରେ ଏକ ଆନ୍ତଃ-ଶୃଙ୍ଖଳା ପ୍ରବର୍ତ୍ତନ ସମ୍ବନ୍ଧୀୟ କମିଟି ଗଠନ କରିବା ପାଇଁ ନିଷ୍ପତ୍ତି ନେଇଛି। ସାଇବର ଆକ୍ରମଣ ଉପରେ ନଜର ରଖିବା ସହ ବ୍ୟାଙ୍କ ନିୟନ୍ତ୍ରଣ କରିବା ପାଇଁ ଏହି କମିଟି ପରାମର୍ଶ ଦେବ। ସାଇବର ନିରାପତ୍ତା ବ୍ୟବସ୍ଥାକୁ ଅଧିକ ସୁଦୃଢ଼ କରିବା ପାଇଁ ଭାରତୀୟ ରିଜର୍ଭ ବ୍ୟାଙ୍କ(ଆର୍‌ବିଆଇ) ସାଇବର ନିରାପତ୍ତା ଉପରେ ଏକ ଆନ୍ତଃ-ଶୃଙ୍ଖଳା ପ୍ରବର୍ତ୍ତନ: [25, 851, 241, 1087]
page-number: 13: [1395, 1, 1471, 77]
idbi-logo: [508, 1497, 732, 1539]
lead-subhead: ଅଭିବୃଦ୍ଧି ଆକଳନ ୬.୯% ହ୍ରାସ: [258, 318, 742, 360]
role-line2: Management Pvt. Ltd.": [244, 1386, 362, 1398]
year: 2017: [12, 44, 57, 66]
yellow-line-body: ଭୁବନେଶ୍ୱର, ୮-୨(ବ୍ୟୁରୋ)- ଜାତୀୟ ରାଜପଥ ଟୋଲ୍ ପ୍ଲାଜାରେ ଗାଡି ଅଧିକ ସମୟ ଛିଡା ହେବାର ନିୟମ ନାହିଁ। ଯେକୌଣସି ମତେ ଟ୍ରାଫିକ୍ କ୍ଲିୟର କରିବାକୁ ହେବ। ପ୍ରଦର୍ଶନ କରିବା ଉଚିତ। ଏ ସମ୍ପର୍କରେ ରାଜ୍ୟ ଟ୍ରକ୍ ମାଲିକ ସଂଘ ସଭାପତି ଦେବବ୍ରତ ନନ୍ଦ କହିଛନ୍ତି, ସମସ୍ୟା ଦେଖାଯାଉଥିଲେ ମଧ୍ୟ ଏଭଳି ବ୍ୟବସ୍ଥା ଏ ରାଜ୍ୟରେ ପ୍ରଚଳିତ ହେଉନାହିଁ। ଭୁବନେଶ୍ୱର, ୮-୨(ବ୍ୟୁରୋ)- ଜାତୀୟ ରାଜପଥ ଟୋଲ୍: [509, 1904, 1489, 1936]
